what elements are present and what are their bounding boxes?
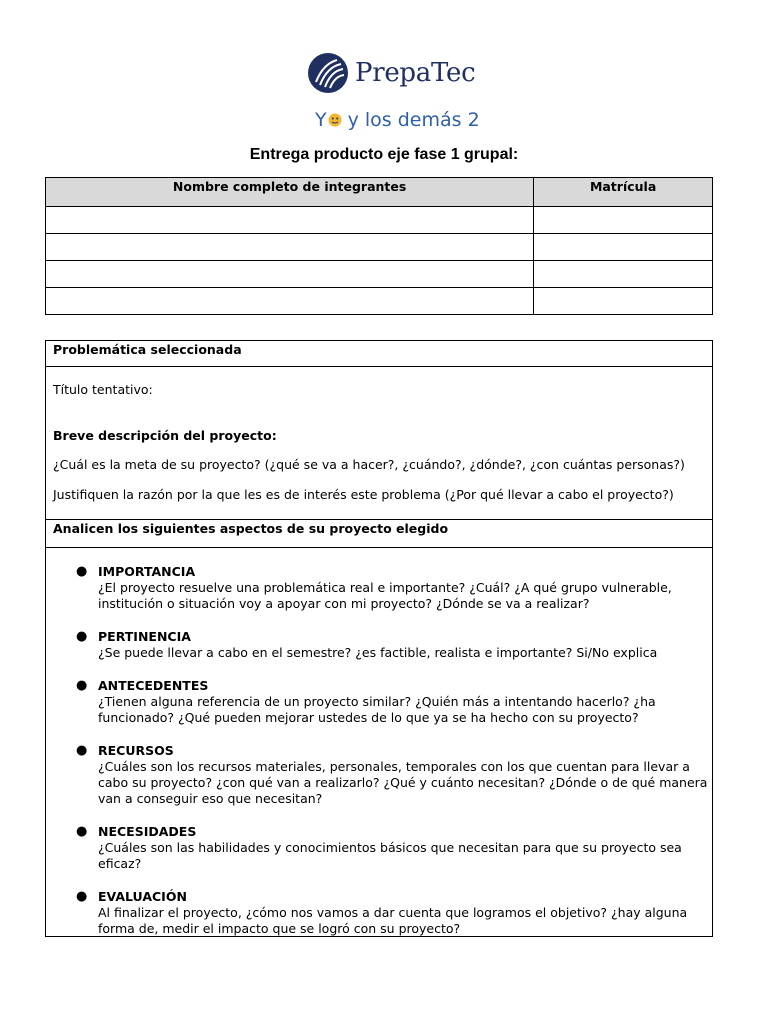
logo-text: PrepaTec xyxy=(355,58,476,88)
nombre-cell[interactable] xyxy=(46,261,534,288)
bullet-icon: ● xyxy=(76,678,88,693)
table-row xyxy=(46,261,713,288)
list-item xyxy=(76,564,708,612)
matricula-cell[interactable] xyxy=(534,234,713,261)
bullet-icon: ● xyxy=(76,564,88,579)
project-form xyxy=(45,340,713,937)
table-row xyxy=(46,288,713,315)
matricula-cell[interactable] xyxy=(534,288,713,315)
titulo-label: Título tentativo: xyxy=(53,382,153,397)
aspect-text: ¿Tienen alguna referencia de un proyecto similar? ¿Quién más a intentando hacerlo? ¿ha funcionado? ¿Qué pueden mejorar ustedes de lo que ya se ha hecho con su proyecto? xyxy=(98,694,656,725)
matricula-cell[interactable] xyxy=(534,261,713,288)
aspect-text: ¿El proyecto resuelve una problemática real e importante? ¿Cuál? ¿A qué grupo vulnerable, institución o situación voy a apoyar con mi proyecto? ¿Dónde se va a realizar? xyxy=(98,580,672,611)
subtitle-part1: Y xyxy=(315,109,327,131)
nombre-cell[interactable] xyxy=(46,234,534,261)
table-row xyxy=(46,234,713,261)
bullet-icon: ● xyxy=(76,824,88,839)
aspect-title: NECESIDADES xyxy=(98,824,197,839)
aspect-text: ¿Se puede llevar a cabo en el semestre? ¿es factible, realista e importante? Si/No explica xyxy=(98,645,658,660)
descripcion-label: Breve descripción del proyecto: xyxy=(53,428,277,443)
emoji-face-icon xyxy=(328,113,342,127)
aspects-header: Analicen los siguientes aspectos de su proyecto elegido xyxy=(46,520,712,548)
aspect-title: EVALUACIÓN xyxy=(98,889,187,904)
list-item xyxy=(76,824,708,872)
aspect-title: ANTECEDENTES xyxy=(98,678,209,693)
bullet-icon: ● xyxy=(76,743,88,758)
members-table xyxy=(45,177,713,315)
bullet-icon: ● xyxy=(76,629,88,644)
column-header-matricula: Matrícula xyxy=(534,178,713,207)
list-item xyxy=(76,629,708,661)
subtitle-part2: y los demás 2 xyxy=(347,109,480,131)
problematica-header: Problemática seleccionada xyxy=(46,341,712,367)
aspect-title: RECURSOS xyxy=(98,743,174,758)
razon-question: Justifiquen la razón por la que les es de interés este problema (¿Por qué llevar a cabo el proyecto?) xyxy=(53,487,674,502)
meta-question: ¿Cuál es la meta de su proyecto? (¿qué se va a hacer?, ¿cuándo?, ¿dónde?, ¿con cuántas personas?) xyxy=(53,457,685,472)
aspect-text: Al finalizar el proyecto, ¿cómo nos vamos a dar cuenta que logramos el objetivo? ¿hay alguna forma de, medir el impacto que se logró con su proyecto? xyxy=(98,905,688,936)
bullet-icon: ● xyxy=(76,889,88,904)
list-item xyxy=(76,743,708,807)
nombre-cell[interactable] xyxy=(46,288,534,315)
column-header-nombre: Nombre completo de integrantes xyxy=(46,178,534,207)
prepatec-logo xyxy=(307,51,475,95)
aspect-title: IMPORTANCIA xyxy=(98,564,196,579)
table-row xyxy=(46,207,713,234)
page-title: Entrega producto eje fase 1 grupal: xyxy=(249,146,519,163)
list-item xyxy=(76,678,708,726)
prepatec-emblem-icon xyxy=(307,52,349,94)
project-description-section xyxy=(46,367,712,520)
course-subtitle xyxy=(315,109,480,131)
aspect-text: ¿Cuáles son los recursos materiales, personales, temporales con los que cuentan para llevar a cabo su proyecto? ¿con qué van a realizarlo? ¿Qué y cuánto necesitan? ¿Dónde o de qué manera van a conseguir eso que necesitan? xyxy=(98,759,708,806)
matricula-cell[interactable] xyxy=(534,207,713,234)
nombre-cell[interactable] xyxy=(46,207,534,234)
list-item xyxy=(76,889,708,937)
aspect-title: PERTINENCIA xyxy=(98,629,191,644)
aspect-text: ¿Cuáles son las habilidades y conocimientos básicos que necesitan para que su proyecto sea eficaz? xyxy=(98,840,682,871)
